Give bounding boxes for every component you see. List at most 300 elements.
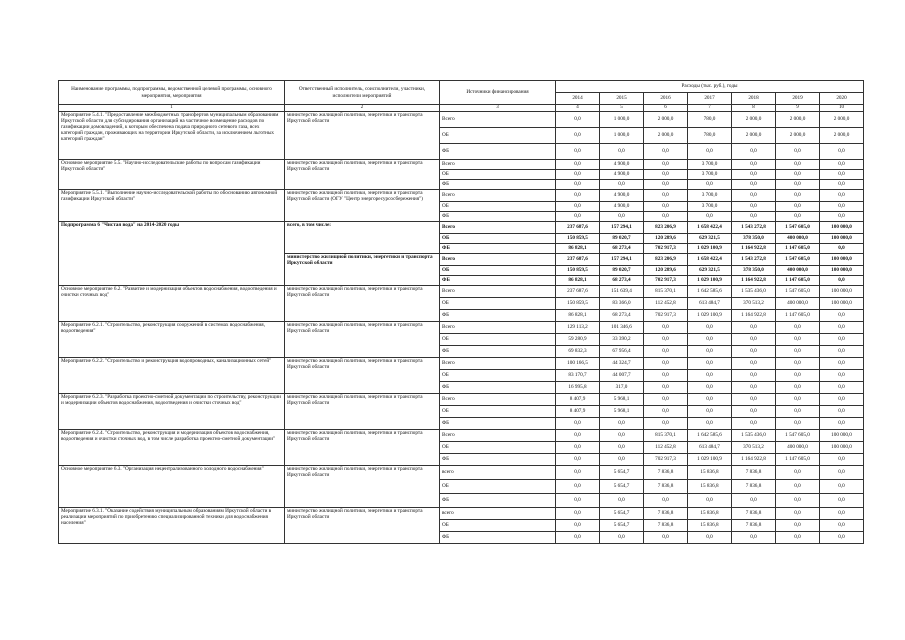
funding-source: ОБ <box>440 266 556 276</box>
amount-cell: 237 687,6 <box>556 222 600 234</box>
funding-source: ФБ <box>440 180 556 190</box>
amount-cell: 0,0 <box>644 382 688 394</box>
column-index: 9 <box>776 105 820 112</box>
amount-cell: 7 836,8 <box>644 466 688 480</box>
amount-cell: 3 700,0 <box>688 170 732 180</box>
amount-cell: 0,0 <box>732 346 776 358</box>
header-year: 2019 <box>776 93 820 105</box>
header-year: 2017 <box>688 93 732 105</box>
activity-name: Мероприятие 6.2.4. "Строительство, реконструкция и модернизация объектов водоснабжения, водоотведения и очистки сточных вод, в том числе разработка проектно-сметной документации" <box>59 430 285 466</box>
amount-cell: 0,0 <box>556 520 600 532</box>
amount-cell: 0,0 <box>688 144 732 160</box>
amount-cell: 7 836,8 <box>732 466 776 480</box>
table-row <box>59 358 864 370</box>
amount-cell: 0,0 <box>644 202 688 212</box>
subprogram-executor-ministry: министерство жилищной политики, энергетики и транспорта Иркутской области <box>285 254 440 286</box>
amount-cell: 400 000,0 <box>776 442 820 454</box>
amount-cell: 5 968,1 <box>600 406 644 418</box>
amount-cell: 0,0 <box>776 144 820 160</box>
amount-cell: 0,0 <box>820 170 864 180</box>
amount-cell: 0,0 <box>820 418 864 430</box>
funding-source: ОБ <box>440 442 556 454</box>
amount-cell: 780,0 <box>688 112 732 128</box>
amount-cell: 0,0 <box>644 532 688 544</box>
amount-cell: 100 000,0 <box>820 254 864 266</box>
amount-cell: 1 000,0 <box>600 128 644 144</box>
amount-cell: 0,0 <box>732 394 776 406</box>
amount-cell: 0,0 <box>732 202 776 212</box>
funding-source: ОБ <box>440 202 556 212</box>
funding-source: Всего <box>440 358 556 370</box>
amount-cell: 83 366,0 <box>600 298 644 310</box>
amount-cell: 86 828,1 <box>556 244 600 254</box>
funding-source: ФБ <box>440 382 556 394</box>
amount-cell: 0,0 <box>600 532 644 544</box>
amount-cell: 0,0 <box>820 276 864 286</box>
funding-source: Всего <box>440 394 556 406</box>
amount-cell: 7 836,8 <box>644 508 688 520</box>
activity-name: Основное мероприятие 5.5. "Научно-исследовательские работы по вопросам газификации Иркутской области" <box>59 160 285 190</box>
amount-cell: 68 273,4 <box>600 276 644 286</box>
amount-cell: 0,0 <box>732 370 776 382</box>
activity-name: Мероприятие 6.2.3. "Разработка проектно-сметной документации по строительству, реконструкции и модернизации объектов водоснабжения, водоотведения и очистки сточных вод" <box>59 394 285 430</box>
amount-cell: 0,0 <box>732 160 776 170</box>
amount-cell: 59 280,9 <box>556 334 600 346</box>
amount-cell: 0,0 <box>644 370 688 382</box>
amount-cell: 0,0 <box>820 322 864 334</box>
table-row <box>59 160 864 170</box>
amount-cell: 0,0 <box>644 418 688 430</box>
financing-table <box>58 80 864 544</box>
amount-cell: 68 273,4 <box>600 310 644 322</box>
amount-cell: 100 000,0 <box>820 286 864 298</box>
subprogram-name: Подпрограмма 6 "Чистая вода" на 2014-2020 годы <box>59 222 285 286</box>
amount-cell: 0,0 <box>688 346 732 358</box>
amount-cell: 0,0 <box>820 346 864 358</box>
amount-cell: 0,0 <box>644 170 688 180</box>
column-index: 3 <box>440 105 556 112</box>
amount-cell: 0,0 <box>600 180 644 190</box>
amount-cell: 0,0 <box>820 454 864 466</box>
amount-cell: 5 654,7 <box>600 466 644 480</box>
amount-cell: 5 654,7 <box>600 480 644 494</box>
amount-cell: 1 029 100,9 <box>688 454 732 466</box>
amount-cell: 0,0 <box>556 508 600 520</box>
amount-cell: 0,0 <box>600 144 644 160</box>
amount-cell: 0,0 <box>732 212 776 222</box>
amount-cell: 1 029 100,9 <box>688 276 732 286</box>
header-year: 2015 <box>600 93 644 105</box>
amount-cell: 1 147 605,0 <box>776 454 820 466</box>
amount-cell: 0,0 <box>732 334 776 346</box>
amount-cell: 0,0 <box>688 358 732 370</box>
amount-cell: 823 206,9 <box>644 254 688 266</box>
column-index: 1 <box>59 105 285 112</box>
header-costs: Расходы (тыс. руб.), годы <box>556 81 864 93</box>
amount-cell: 7 836,8 <box>644 480 688 494</box>
amount-cell: 0,0 <box>732 418 776 430</box>
amount-cell: 1 000,0 <box>600 112 644 128</box>
header-year: 2018 <box>732 93 776 105</box>
table-row <box>59 190 864 202</box>
activity-name: Мероприятие 6.2.1. "Строительство, реконструкция сооружений в системах водоснабжения, водоотведения" <box>59 322 285 358</box>
amount-cell: 0,0 <box>556 144 600 160</box>
amount-cell: 237 687,6 <box>556 254 600 266</box>
amount-cell: 378 350,0 <box>732 234 776 244</box>
subprogram-executor-total: всего, в том числе: <box>285 222 440 254</box>
amount-cell: 0,0 <box>556 128 600 144</box>
amount-cell: 1 535 436,0 <box>732 430 776 442</box>
amount-cell: 100 000,0 <box>820 222 864 234</box>
amount-cell: 0,0 <box>776 180 820 190</box>
amount-cell: 378 350,0 <box>732 266 776 276</box>
amount-cell: 0,0 <box>776 170 820 180</box>
column-index: 2 <box>285 105 440 112</box>
funding-source: ОБ <box>440 298 556 310</box>
amount-cell: 0,0 <box>644 346 688 358</box>
amount-cell: 0,0 <box>688 406 732 418</box>
amount-cell: 1 029 100,9 <box>688 244 732 254</box>
amount-cell: 0,0 <box>820 310 864 322</box>
amount-cell: 157 294,1 <box>600 254 644 266</box>
funding-source: ФБ <box>440 532 556 544</box>
amount-cell: 0,0 <box>776 358 820 370</box>
amount-cell: 2 000,0 <box>820 112 864 128</box>
amount-cell: 120 289,6 <box>644 234 688 244</box>
funding-source: ОБ <box>440 170 556 180</box>
header-year: 2020 <box>820 93 864 105</box>
amount-cell: 16 995,8 <box>556 382 600 394</box>
responsible-executor: министерство жилищной политики, энергетики и транспорта Иркутской области (ОГУ "Центр энергоресурсосбережения") <box>285 190 440 222</box>
amount-cell: 0,0 <box>688 322 732 334</box>
activity-name: Мероприятие 6.2.2. "Строительство и реконструкция водопроводных, канализационных сетей" <box>59 358 285 394</box>
amount-cell: 120 289,6 <box>644 266 688 276</box>
amount-cell: 0,0 <box>820 212 864 222</box>
amount-cell: 0,0 <box>776 520 820 532</box>
amount-cell: 3 700,0 <box>688 202 732 212</box>
responsible-executor: министерство жилищной политики, энергетики и транспорта Иркутской области <box>285 466 440 508</box>
amount-cell: 370 513,2 <box>732 442 776 454</box>
amount-cell: 0,0 <box>820 144 864 160</box>
funding-source: ФБ <box>440 310 556 322</box>
amount-cell: 100 000,0 <box>820 298 864 310</box>
amount-cell: 400 000,0 <box>776 298 820 310</box>
amount-cell: 68 273,4 <box>600 244 644 254</box>
amount-cell: 1 543 272,8 <box>732 254 776 266</box>
amount-cell: 0,0 <box>820 520 864 532</box>
funding-source: Всего <box>440 430 556 442</box>
amount-cell: 7 836,8 <box>732 520 776 532</box>
amount-cell: 0,0 <box>688 212 732 222</box>
responsible-executor: министерство жилищной политики, энергетики и транспорта Иркутской области <box>285 286 440 322</box>
amount-cell: 100 166,5 <box>556 358 600 370</box>
amount-cell: 702 917,3 <box>644 310 688 322</box>
amount-cell: 0,0 <box>820 394 864 406</box>
amount-cell: 1 164 922,8 <box>732 244 776 254</box>
funding-source: Всего <box>440 190 556 202</box>
amount-cell: 0,0 <box>688 418 732 430</box>
amount-cell: 1 164 922,8 <box>732 454 776 466</box>
amount-cell: 0,0 <box>600 418 644 430</box>
amount-cell: 0,0 <box>688 394 732 406</box>
amount-cell: 0,0 <box>776 190 820 202</box>
amount-cell: 112 452,8 <box>644 442 688 454</box>
amount-cell: 0,0 <box>732 190 776 202</box>
amount-cell: 0,0 <box>600 212 644 222</box>
amount-cell: 702 917,3 <box>644 244 688 254</box>
amount-cell: 101 346,6 <box>600 322 644 334</box>
amount-cell: 1 543 272,8 <box>732 222 776 234</box>
amount-cell: 0,0 <box>776 346 820 358</box>
amount-cell: 1 147 605,0 <box>776 276 820 286</box>
amount-cell: 1 164 922,8 <box>732 310 776 322</box>
amount-cell: 2 000,0 <box>732 128 776 144</box>
amount-cell: 3 700,0 <box>688 190 732 202</box>
amount-cell: 0,0 <box>776 370 820 382</box>
funding-source: Всего <box>440 254 556 266</box>
responsible-executor: министерство жилищной политики, энергетики и транспорта Иркутской области <box>285 394 440 430</box>
amount-cell: 89 020,7 <box>600 266 644 276</box>
amount-cell: 0,0 <box>644 212 688 222</box>
amount-cell: 83 170,7 <box>556 370 600 382</box>
amount-cell: 15 836,8 <box>688 520 732 532</box>
amount-cell: 0,0 <box>732 170 776 180</box>
amount-cell: 0,0 <box>776 532 820 544</box>
amount-cell: 1 658 422,4 <box>688 222 732 234</box>
amount-cell: 0,0 <box>776 334 820 346</box>
amount-cell: 4 900,0 <box>600 190 644 202</box>
amount-cell: 4 900,0 <box>600 160 644 170</box>
table-row <box>59 112 864 128</box>
amount-cell: 0,0 <box>600 430 644 442</box>
amount-cell: 0,0 <box>776 394 820 406</box>
activity-name: Основное мероприятие 6.3. "Организация нецентрализованного холодного водоснабжения" <box>59 466 285 508</box>
amount-cell: 0,0 <box>556 212 600 222</box>
amount-cell: 0,0 <box>644 358 688 370</box>
funding-source: ФБ <box>440 212 556 222</box>
table-row <box>59 430 864 442</box>
amount-cell: 1 547 605,0 <box>776 286 820 298</box>
amount-cell: 0,0 <box>556 442 600 454</box>
header-year: 2014 <box>556 93 600 105</box>
amount-cell: 0,0 <box>556 112 600 128</box>
amount-cell: 0,0 <box>820 180 864 190</box>
amount-cell: 0,0 <box>556 160 600 170</box>
amount-cell: 0,0 <box>688 180 732 190</box>
amount-cell: 3 700,0 <box>688 160 732 170</box>
funding-source: ФБ <box>440 276 556 286</box>
amount-cell: 1 658 422,4 <box>688 254 732 266</box>
amount-cell: 1 029 100,9 <box>688 310 732 322</box>
amount-cell: 8 407,9 <box>556 406 600 418</box>
amount-cell: 815 370,1 <box>644 286 688 298</box>
amount-cell: 112 452,8 <box>644 298 688 310</box>
amount-cell: 2 000,0 <box>776 112 820 128</box>
table-row <box>59 322 864 334</box>
amount-cell: 0,0 <box>556 532 600 544</box>
amount-cell: 613 484,7 <box>688 442 732 454</box>
funding-source: ФБ <box>440 454 556 466</box>
amount-cell: 15 836,8 <box>688 466 732 480</box>
funding-source: ОБ <box>440 334 556 346</box>
amount-cell: 5 654,7 <box>600 520 644 532</box>
amount-cell: 0,0 <box>556 180 600 190</box>
amount-cell: 629 321,5 <box>688 266 732 276</box>
amount-cell: 151 639,4 <box>600 286 644 298</box>
amount-cell: 0,0 <box>820 480 864 494</box>
amount-cell: 0,0 <box>820 160 864 170</box>
amount-cell: 44 324,7 <box>600 358 644 370</box>
column-index: 8 <box>732 105 776 112</box>
table-row <box>59 394 864 406</box>
amount-cell: 0,0 <box>688 370 732 382</box>
amount-cell: 1 547 605,0 <box>776 430 820 442</box>
amount-cell: 100 000,0 <box>820 442 864 454</box>
amount-cell: 0,0 <box>556 202 600 212</box>
amount-cell: 7 836,8 <box>732 508 776 520</box>
funding-source: ОБ <box>440 128 556 144</box>
amount-cell: 7 836,8 <box>732 480 776 494</box>
header-name: Наименование программы, подпрограммы, ведомственной целевой программы, основного мероприятия, мероприятия <box>59 81 285 105</box>
amount-cell: 1 547 605,0 <box>776 222 820 234</box>
amount-cell: 7 836,8 <box>644 520 688 532</box>
amount-cell: 0,0 <box>820 334 864 346</box>
amount-cell: 0,0 <box>644 394 688 406</box>
amount-cell: 0,0 <box>776 466 820 480</box>
amount-cell: 0,0 <box>556 170 600 180</box>
funding-source: Всего <box>440 322 556 334</box>
amount-cell: 613 484,7 <box>688 298 732 310</box>
amount-cell: 0,0 <box>776 160 820 170</box>
amount-cell: 150 859,5 <box>556 266 600 276</box>
amount-cell: 815 370,1 <box>644 430 688 442</box>
funding-source: ФБ <box>440 144 556 160</box>
funding-source: ФБ <box>440 244 556 254</box>
funding-source: ОБ <box>440 406 556 418</box>
amount-cell: 237 687,6 <box>556 286 600 298</box>
amount-cell: 1 147 605,0 <box>776 310 820 322</box>
funding-source: ОБ <box>440 234 556 244</box>
amount-cell: 69 832,3 <box>556 346 600 358</box>
amount-cell: 0,0 <box>776 202 820 212</box>
responsible-executor: министерство жилищной политики, энергетики и транспорта Иркутской области <box>285 112 440 160</box>
budget-document <box>58 80 864 544</box>
amount-cell: 0,0 <box>556 418 600 430</box>
amount-cell: 0,0 <box>776 508 820 520</box>
amount-cell: 100 000,0 <box>820 430 864 442</box>
funding-source: Всего <box>440 222 556 234</box>
amount-cell: 0,0 <box>820 202 864 212</box>
amount-cell: 0,0 <box>732 322 776 334</box>
funding-source: всего <box>440 508 556 520</box>
funding-source: Всего <box>440 160 556 170</box>
amount-cell: 15 836,8 <box>688 508 732 520</box>
table-row <box>59 286 864 298</box>
funding-source: ФБ <box>440 418 556 430</box>
table-row <box>59 508 864 520</box>
amount-cell: 400 000,0 <box>776 234 820 244</box>
amount-cell: 0,0 <box>820 508 864 520</box>
header-source: Источники финансирования <box>440 81 556 105</box>
amount-cell: 4 900,0 <box>600 170 644 180</box>
amount-cell: 0,0 <box>776 480 820 494</box>
amount-cell: 15 836,8 <box>688 480 732 494</box>
column-index: 6 <box>644 105 688 112</box>
header-year: 2016 <box>644 93 688 105</box>
amount-cell: 317,0 <box>600 382 644 394</box>
amount-cell: 0,0 <box>600 494 644 508</box>
amount-cell: 5 968,1 <box>600 394 644 406</box>
amount-cell: 2 000,0 <box>820 128 864 144</box>
amount-cell: 86 828,1 <box>556 310 600 322</box>
amount-cell: 780,0 <box>688 128 732 144</box>
amount-cell: 0,0 <box>644 322 688 334</box>
amount-cell: 2 000,0 <box>732 112 776 128</box>
amount-cell: 0,0 <box>732 532 776 544</box>
column-index: 10 <box>820 105 864 112</box>
amount-cell: 0,0 <box>732 406 776 418</box>
table-row <box>59 466 864 480</box>
amount-cell: 0,0 <box>732 494 776 508</box>
amount-cell: 0,0 <box>688 494 732 508</box>
amount-cell: 0,0 <box>688 532 732 544</box>
amount-cell: 1 642 585,6 <box>688 286 732 298</box>
column-index: 5 <box>600 105 644 112</box>
amount-cell: 0,0 <box>556 430 600 442</box>
funding-source: ФБ <box>440 494 556 508</box>
activity-name: Мероприятие 5.5.1. "Выполнение научно-исследовательской работы по обоснованию автономной газификации Иркутской области" <box>59 190 285 222</box>
amount-cell: 0,0 <box>644 494 688 508</box>
amount-cell: 0,0 <box>820 466 864 480</box>
amount-cell: 0,0 <box>688 382 732 394</box>
table-body <box>59 112 864 544</box>
amount-cell: 0,0 <box>644 180 688 190</box>
amount-cell: 0,0 <box>556 466 600 480</box>
amount-cell: 0,0 <box>556 494 600 508</box>
responsible-executor: министерство жилищной политики, энергетики и транспорта Иркутской области <box>285 358 440 394</box>
amount-cell: 0,0 <box>732 358 776 370</box>
amount-cell: 0,0 <box>644 406 688 418</box>
amount-cell: 0,0 <box>644 144 688 160</box>
amount-cell: 0,0 <box>644 334 688 346</box>
amount-cell: 4 900,0 <box>600 202 644 212</box>
responsible-executor: министерство жилищной политики, энергетики и транспорта Иркутской области <box>285 508 440 544</box>
funding-source: всего <box>440 466 556 480</box>
amount-cell: 0,0 <box>732 180 776 190</box>
amount-cell: 0,0 <box>644 160 688 170</box>
amount-cell: 1 147 605,0 <box>776 244 820 254</box>
amount-cell: 702 917,3 <box>644 454 688 466</box>
amount-cell: 86 828,1 <box>556 276 600 286</box>
amount-cell: 823 206,9 <box>644 222 688 234</box>
column-index: 4 <box>556 105 600 112</box>
funding-source: ФБ <box>440 346 556 358</box>
amount-cell: 0,0 <box>776 212 820 222</box>
amount-cell: 1 642 585,6 <box>688 430 732 442</box>
amount-cell: 8 407,9 <box>556 394 600 406</box>
amount-cell: 1 547 605,0 <box>776 254 820 266</box>
amount-cell: 0,0 <box>776 494 820 508</box>
amount-cell: 33 390,2 <box>600 334 644 346</box>
amount-cell: 0,0 <box>776 382 820 394</box>
amount-cell: 157 294,1 <box>600 222 644 234</box>
amount-cell: 44 007,7 <box>600 370 644 382</box>
amount-cell: 0,0 <box>820 190 864 202</box>
amount-cell: 0,0 <box>556 480 600 494</box>
amount-cell: 0,0 <box>556 454 600 466</box>
amount-cell: 0,0 <box>776 322 820 334</box>
funding-source: Всего <box>440 286 556 298</box>
